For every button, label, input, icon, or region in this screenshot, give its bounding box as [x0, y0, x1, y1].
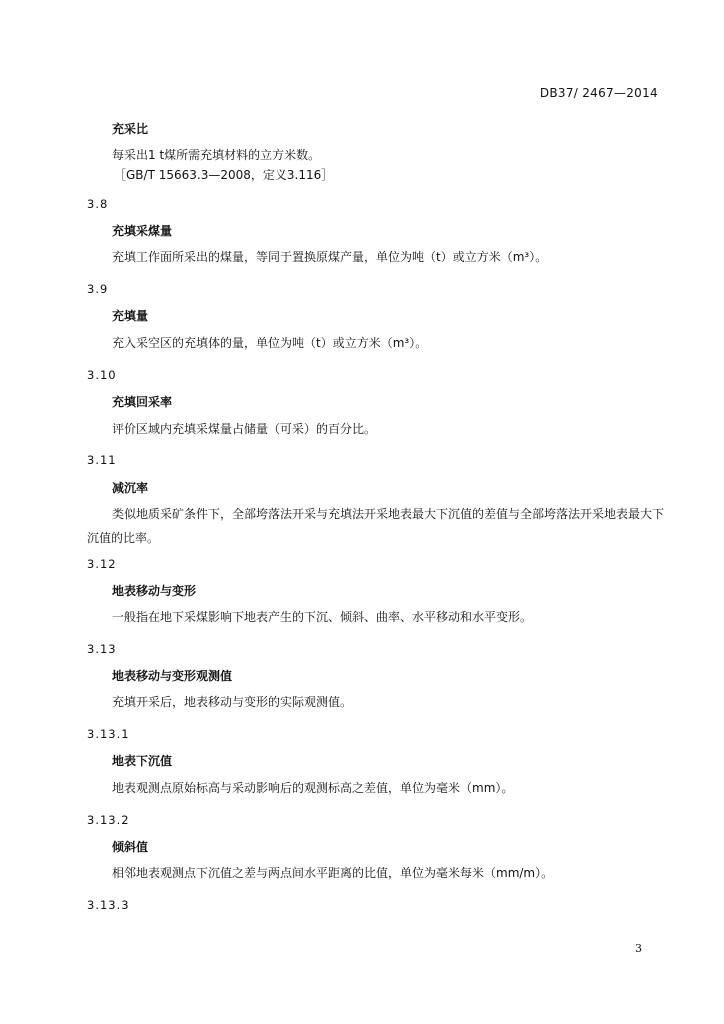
term-definition: 相邻地表观测点下沉值之差与两点间水平距离的比值，单位为毫米每米（mm/m）。	[112, 866, 554, 880]
term-title: 充采比	[112, 122, 149, 136]
term-definition: 一般指在地下采煤影响下地表产生的下沉、倾斜、曲率、水平移动和水平变形。	[112, 610, 533, 624]
term-definition: 评价区域内充填采煤量占储量（可采）的百分比。	[112, 422, 377, 436]
term-definition: 充填工作面所采出的煤量，等同于置换原煤产量，单位为吨（t）或立方米（m³）。	[112, 250, 548, 264]
term-title: 地表移动与变形	[112, 584, 197, 598]
term-number: 3.8	[87, 197, 109, 211]
term-definition: 类似地质采矿条件下，全部垮落法开采与充填法开采地表最大下沉值的差值与全部垮落法开采地表最大下沉值的比率。	[87, 507, 665, 545]
term-number: 3.12	[87, 557, 117, 571]
term-definition: 充入采空区的充填体的量，单位为吨（t）或立方米（m³）。	[112, 336, 428, 350]
term-number: 3.11	[87, 453, 117, 467]
term-title: 倾斜值	[112, 840, 149, 854]
term-number: 3.13	[87, 642, 117, 656]
term-definition: 每采出1 t煤所需充填材料的立方米数。	[112, 148, 321, 162]
term-title: 充填量	[112, 309, 149, 323]
term-number: 3.13.3	[87, 898, 130, 912]
term-number: 3.9	[87, 282, 109, 296]
term-number: 3.10	[87, 368, 117, 382]
term-definition: 充填开采后，地表移动与变形的实际观测值。	[112, 695, 353, 709]
term-title: 地表下沉值	[112, 754, 173, 768]
term-title: 充填采煤量	[112, 224, 173, 238]
term-title: 减沉率	[112, 481, 149, 495]
term-source-reference: ［GB/T 15663.3—2008，定义3.116］	[114, 168, 334, 182]
term-number: 3.13.2	[87, 813, 130, 827]
term-number: 3.13.1	[87, 727, 130, 741]
document-code-header: DB37/ 2467—2014	[539, 86, 658, 100]
term-title: 充填回采率	[112, 395, 173, 409]
term-definition: 地表观测点原始标高与采动影响后的观测标高之差值，单位为毫米（mm）。	[112, 781, 514, 795]
page-number: 3	[635, 942, 642, 955]
term-title: 地表移动与变形观测值	[112, 669, 233, 683]
